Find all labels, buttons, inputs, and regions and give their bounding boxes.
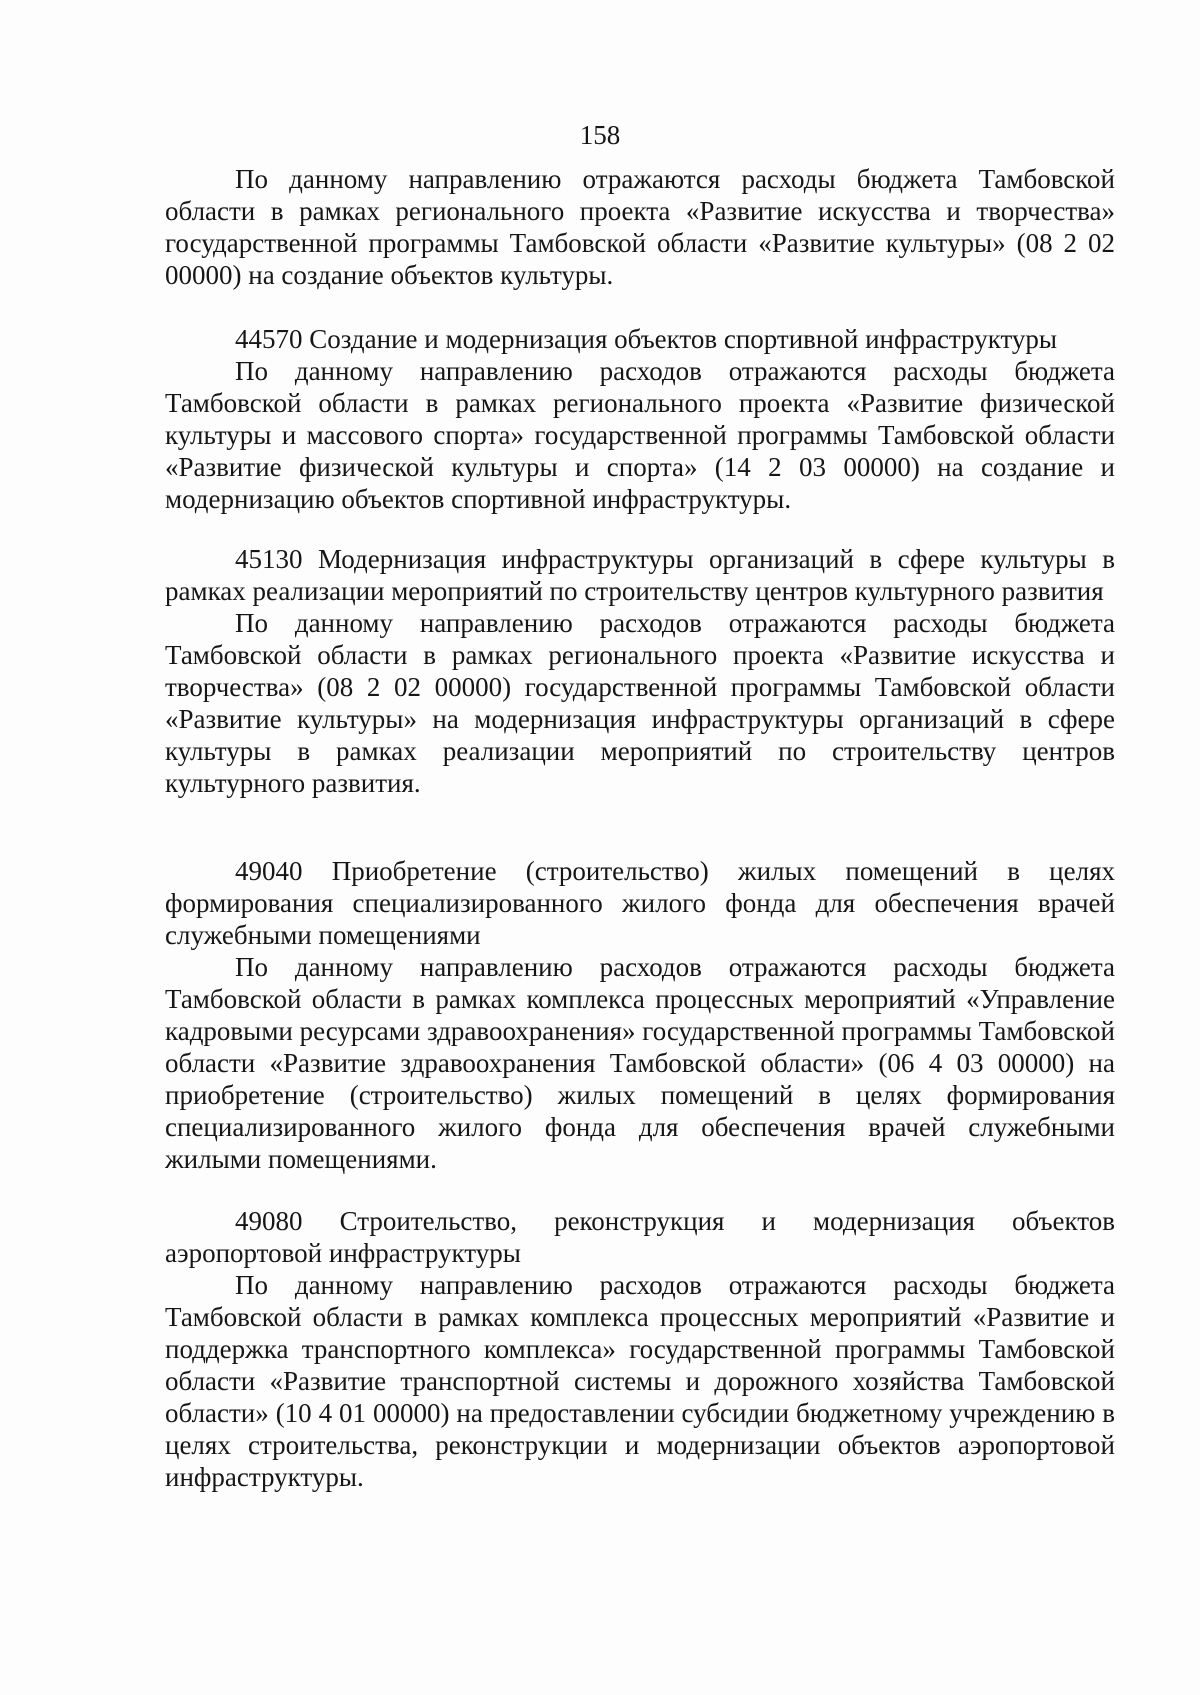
section-heading: 44570 Создание и модернизация объектов спортивной инфраструктуры: [235, 324, 1058, 354]
section-49080: [165, 1205, 1115, 1493]
section-paragraph: По данному направлению расходов отражаются расходы бюджета Тамбовской области в рамках комплекса процессных мероприятий «Развитие и поддержка транспортного комплекса» государственной программы Тамбовской области «Развитие транспортной системы и дорожного хозяйства Тамбовской области» (10 4 01 00000) на предоставлении субсидии бюджетному учреждению в целях строительства, реконструкции и модернизации объектов аэропортовой инфраструктуры.: [165, 1270, 1115, 1492]
section-paragraph: По данному направлению расходов отражаются расходы бюджета Тамбовской области в рамках регионального проекта «Развитие искусства и творчества» (08 2 02 00000) государственной программы Тамбовской области «Развитие культуры» на модернизация инфраструктуры организаций в сфере культуры в рамках реализации мероприятий по строительству центров культурного развития.: [165, 608, 1115, 798]
section-heading: 49040 Приобретение (строительство) жилых помещений в целях формирования специализированного жилого фонда для обеспечения врачей служебными помещениями: [165, 856, 1115, 950]
section-heading: 45130 Модернизация инфраструктуры организаций в сфере культуры в рамках реализации мероприятий по строительству центров культурного развития: [165, 544, 1115, 606]
page-number: 158: [579, 120, 621, 150]
section-paragraph: По данному направлению расходов отражаются расходы бюджета Тамбовской области в рамках регионального проекта «Развитие физической культуры и массового спорта» государственной программы Тамбовской области «Развитие физической культуры и спорта» (14 2 03 00000) на создание и модернизацию объектов спортивной инфраструктуры.: [165, 356, 1115, 514]
section-1: [165, 163, 1115, 291]
section-paragraph: По данному направлению расходов отражаются расходы бюджета Тамбовской области в рамках комплекса процессных мероприятий «Управление кадровыми ресурсами здравоохранения» государственной программы Тамбовской области «Развитие здравоохранения Тамбовской области» (06 4 03 00000) на приобретение (строительство) жилых помещений в целях формирования специализированного жилого фонда для обеспечения врачей служебными жилыми помещениями.: [165, 952, 1115, 1174]
section-heading: 49080 Строительство, реконструкция и модернизация объектов аэропортовой инфраструктуры: [165, 1206, 1115, 1268]
section-44570: [165, 323, 1115, 515]
section-paragraph: По данному направлению отражаются расходы бюджета Тамбовской области в рамках регионального проекта «Развитие искусства и творчества» государственной программы Тамбовской области «Развитие культуры» (08 2 02 00000) на создание объектов культуры.: [165, 164, 1115, 290]
section-45130: [165, 543, 1115, 799]
section-49040: [165, 855, 1115, 1175]
